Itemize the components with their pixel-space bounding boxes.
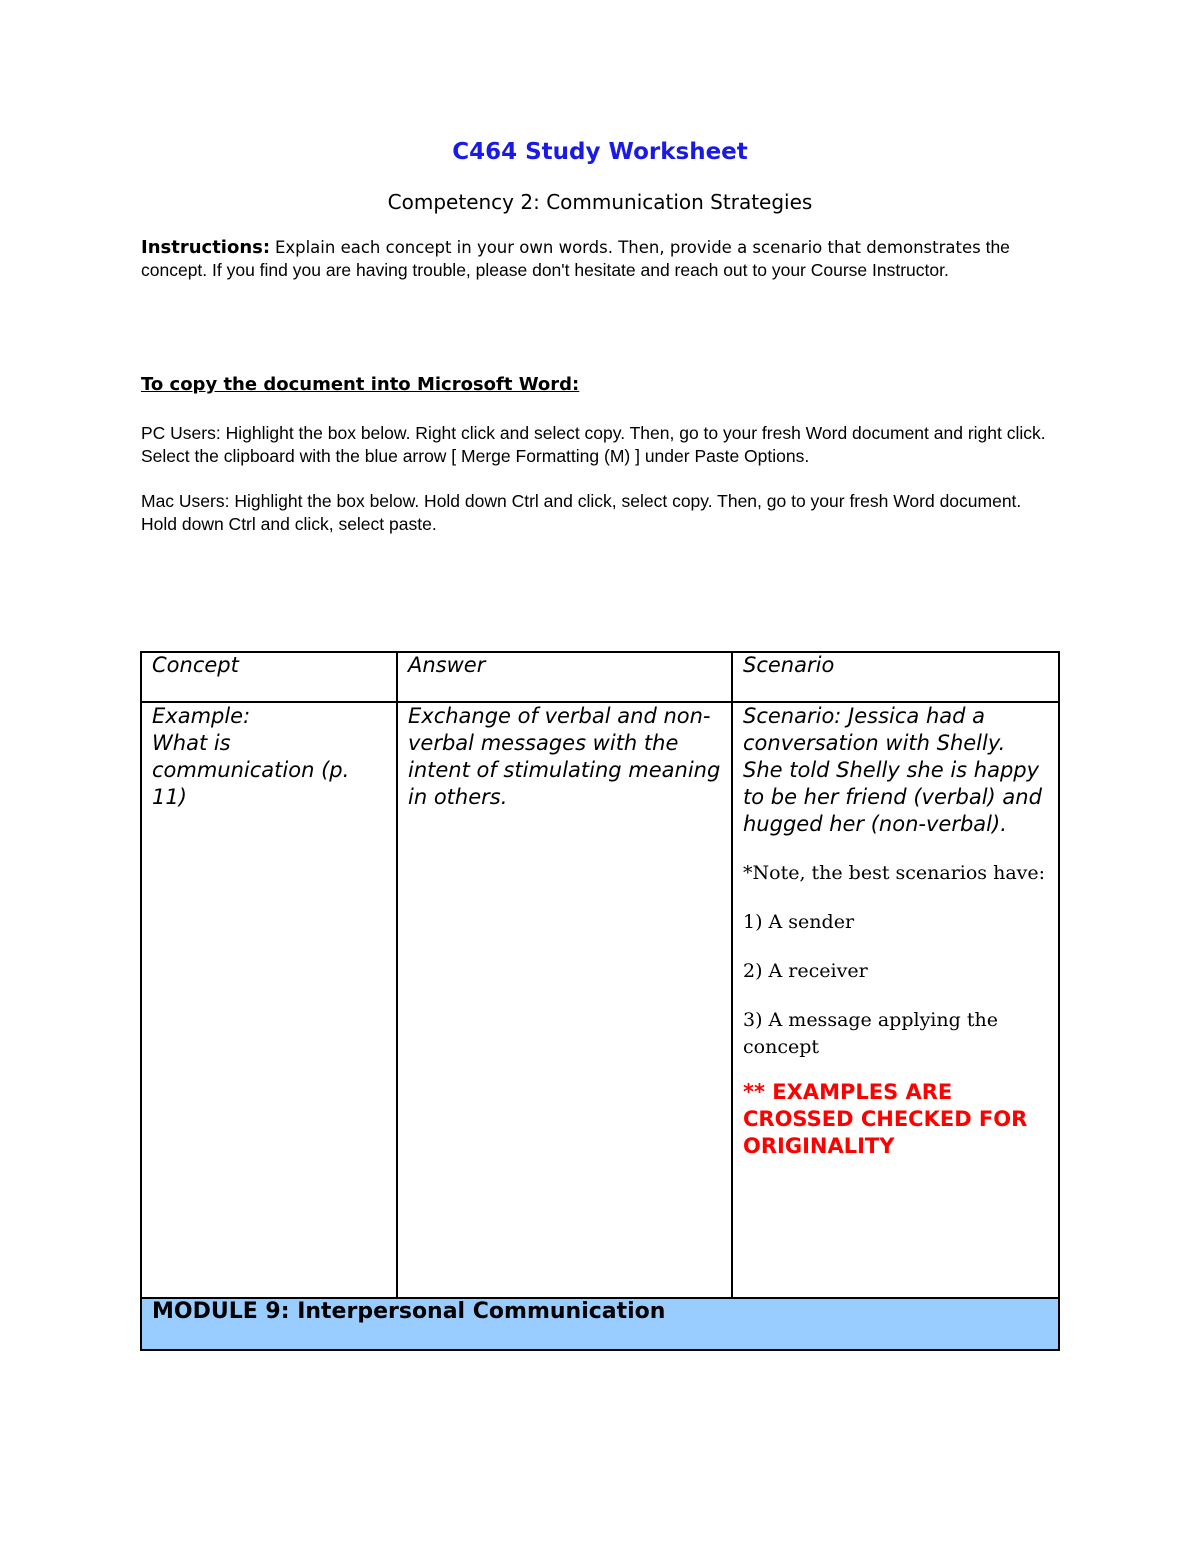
- module-heading: MODULE 9: Interpersonal Communication: [141, 1298, 1059, 1350]
- scenario-item-sender: 1) A sender: [743, 911, 855, 933]
- instructions-text-2: the concept. If you find you are having trouble, please don't hesitate and reach out to your Course Instructor.: [141, 237, 1010, 280]
- scenario-item-receiver: 2) A receiver: [743, 960, 868, 982]
- table-header-row: [141, 652, 1059, 702]
- table-row: [141, 702, 1059, 1298]
- instructions-text-1: Explain each concept in your own words. Then, provide a scenario that demonstrates: [274, 238, 981, 257]
- header-concept: Concept: [141, 652, 397, 702]
- concept-question: What is communication (p. 11): [152, 731, 350, 809]
- copy-heading: To copy the document into Microsoft Word:: [141, 374, 580, 395]
- instructions-label: Instructions:: [141, 237, 271, 258]
- header-scenario: Scenario: [732, 652, 1059, 702]
- pc-users-instructions: PC Users: Highlight the box below. Right click and select copy. Then, go to your fresh Word document and right click. Select the clipboard with the blue arrow [ Merge Formatting (M) ] under Paste Options.: [141, 423, 1046, 466]
- scenario-cell[interactable]: [732, 702, 1059, 1298]
- answer-text: Exchange of verbal and non-verbal messages with the intent of stimulating meaning in others.: [408, 704, 721, 809]
- header-answer: Answer: [397, 652, 732, 702]
- concept-cell[interactable]: [141, 702, 397, 1298]
- mac-users-instructions: Mac Users: Highlight the box below. Hold down Ctrl and click, select copy. Then, go to your fresh Word document. Hold down Ctrl and click, select paste.: [141, 491, 1022, 534]
- worksheet-table[interactable]: [140, 651, 1060, 1351]
- answer-cell[interactable]: [397, 702, 732, 1298]
- page-title: C464 Study Worksheet: [452, 139, 748, 165]
- scenario-note: *Note, the best scenarios have:: [743, 862, 1046, 884]
- scenario-text: Scenario: Jessica had a conversation with Shelly. She told Shelly she is happy to be her friend (verbal) and hugged her (non-verbal).: [743, 704, 1042, 836]
- scenario-item-message: 3) A message applying the concept: [743, 1009, 998, 1058]
- originality-warning: ** EXAMPLES ARE CROSSED CHECKED FOR ORIGINALITY: [743, 1080, 1028, 1158]
- page-subtitle: Competency 2: Communication Strategies: [387, 190, 813, 214]
- module-row: [141, 1298, 1059, 1350]
- concept-example-label: Example:: [152, 704, 251, 728]
- instructions: [141, 236, 1061, 282]
